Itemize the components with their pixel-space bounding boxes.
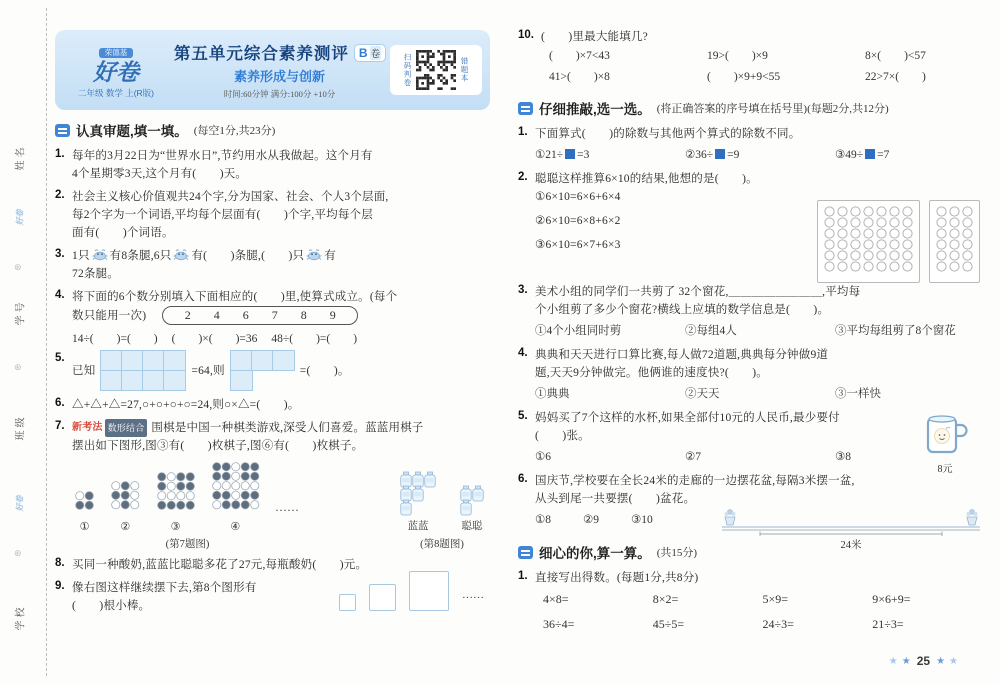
star-icon: ★ [949, 655, 958, 667]
choice-question-2: 2. 聪聪这样推算6×10的结果,他想的是( )。 ①6×10=6×6+6×4 ②6×10=6×8+6×2 ③6×10=6×7+6×3 [518, 170, 982, 278]
option: ③平均每组剪了8个窗花 [835, 325, 956, 337]
paper-meta: 时间:60分钟 满分:100分 +10分 [223, 89, 336, 99]
right-page [518, 0, 982, 684]
crab-icon [91, 248, 109, 261]
cup-price-label: 8元 [937, 464, 953, 475]
option: ①6 [535, 451, 552, 463]
qr-code [416, 50, 456, 90]
question-10: 10. ( )里最大能填几? ( )×7<43 19>( )×9 8×( )<57 41>( )×8 ( )×9+9<55 22>7×( ) [518, 29, 926, 83]
qr-right-label: 错题本 [460, 57, 469, 83]
growing-squares-figure: …… [339, 571, 484, 611]
section-icon [518, 102, 533, 115]
star-icon: ★ [901, 655, 911, 667]
calc-question-1: 1. 直接写出得数。(每题1分,共8分) 4×8= 8×2= 5×9= 9×6+9= 36÷4= 45÷5= 24÷3= 21÷3= [518, 570, 911, 631]
paper-title-block [169, 40, 390, 100]
section-2-title: 仔细推敲,选一选。 [539, 102, 651, 117]
blue-grid-L [231, 351, 294, 391]
left-page [55, 0, 490, 684]
qr-left-label: 扫码判卷 [403, 53, 412, 87]
section-icon [518, 546, 533, 559]
brand-name: 好卷 [93, 59, 139, 86]
section-1-header [55, 120, 490, 140]
length-label: 24米 [840, 540, 862, 551]
cup-figure [922, 411, 968, 475]
choice-question-4: 4. 典典和天天进行口算比赛,每人做72道题,典典每分钟做9道 题,天天9分钟做完。他俩谁的速度快?( )。 ①典典 ②天天 ③一样快 [518, 346, 982, 404]
option: ③一样快 [835, 388, 881, 400]
section-1-title: 认真审题,填一填。 [76, 124, 188, 139]
choice-question-3: 3. 美术小组的同学们一共剪了 32个窗花,＿＿＿＿＿＿＿＿,平均每 个小组剪了多少个窗花?横线上应填的数学信息是( )。 ①4个小组同时剪 ②每组4人 ③平均每组剪了8个窗花 [518, 283, 982, 341]
option: ③8 [835, 451, 852, 463]
fold-dotted-line [46, 8, 47, 676]
option: ③49÷ =7 [835, 149, 890, 161]
question-8: 8. 买同一种酸奶,蓝蓝比聪聪多花了27元,每瓶酸奶( )元。 [55, 556, 368, 571]
new-method-tag: 新考法 数形结合 [72, 419, 147, 437]
option: ①4个小组同时剪 [535, 325, 622, 337]
crab-icon [305, 248, 323, 261]
crab-icon [172, 248, 190, 261]
dot-array-figure [817, 200, 980, 283]
figure-7-caption: (第7题图) [165, 538, 210, 550]
choice-question-5: 5. 妈妈买了7个这样的水杯,如果全部付10元的人民币,最少要付 ( )张。 ①6 ②7 ③8 8元 [518, 409, 982, 467]
option: ①21÷ =3 [535, 149, 590, 161]
section-3-note: (共15分) [656, 547, 698, 559]
paper-title: 第五单元综合素养测评 [173, 45, 349, 63]
figure-8-caption: (第8题图) [420, 538, 464, 550]
yogurt-figure: 蓝蓝 聪聪 (第8题图) [400, 474, 484, 551]
publisher-badge: 荣德基 [99, 48, 134, 58]
qr-panel [390, 45, 482, 95]
page-footer [889, 654, 958, 668]
paper-subtitle: 素养形成与创新 [233, 69, 325, 84]
section-icon [55, 124, 70, 137]
question-7: 7. 新考法 数形结合 围棋是中国一种棋类游戏,深受人们喜爱。蓝蓝用棋子 摆出如下图形,图③有( )枚棋子,图⑥有( )枚棋子。 ① ② ③ ④ …… (第7题图) 蓝蓝 聪聪 (第8题图) [55, 419, 490, 551]
option: ②每组4人 [685, 325, 737, 337]
number-box: 2 4 6 7 8 9 [162, 306, 358, 325]
brand-logo [63, 42, 169, 98]
question-5: 5. 已知 =64,则 =( )。 [55, 351, 490, 391]
grade-label: 二年级 数学 上(R版) [77, 87, 155, 98]
corridor-diagram [720, 506, 982, 552]
option: ②9 [583, 514, 600, 526]
star-icon: ★ [936, 655, 946, 667]
side-brand-mark: 好卷 [15, 209, 25, 226]
question-2: 2. 社会主义核心价值观共24个字,分为国家、社会、个人3个层面, 每2个字为一个词语,平均每个层面有( )个字,平均每个层 面有( )个词语。 [55, 189, 389, 239]
option: ①典典 [535, 388, 570, 400]
question-9: 9. 像右图这样继续摆下去,第8个图形有 ( )根小棒。 …… [55, 579, 490, 615]
go-stone-figure: ① ② ③ ④ …… (第7题图) [74, 461, 301, 551]
question-7-8-figures [72, 461, 490, 551]
question-6: 6. △+△+△=27,○+○+○+○=24,则○×△=( )。 [55, 397, 300, 411]
option: ③10 [631, 514, 653, 526]
choice-question-1: 1. 下面算式( )的除数与其他两个算式的除数不同。 ①21÷ =3 ②36÷ =9 ③49÷ =7 [518, 125, 982, 165]
blank-square [565, 149, 575, 159]
question-3: 3. 1只 有8条腿,6只 有( )条腿,( )只 有 72条腿。 [55, 248, 336, 280]
blue-grid-8 [101, 351, 185, 391]
section-2-note: (将正确答案的序号填在括号里)(每题2分,共12分) [656, 103, 889, 115]
side-label-school: 学校 [15, 604, 27, 631]
choice-question-6: 6. 国庆节,学校要在全长24米的走廊的一边摆花盆,每隔3米摆一盆, 从头到尾一共要摆( )盆花。 ①8 ②9 ③10 24米 [518, 472, 982, 532]
header-banner [55, 30, 490, 110]
side-ornament: ⊛ [14, 262, 22, 272]
question-1: 1. 每年的3月22日为“世界水日”,节约用水从我做起。这个月有 4个星期零3天,这个月有( )天。 [55, 148, 373, 180]
section-3-title: 细心的你,算一算。 [539, 546, 651, 561]
badge-letter: B [358, 46, 368, 60]
option: ②天天 [685, 388, 720, 400]
section-2-header [518, 98, 982, 118]
badge-char: 卷 [370, 46, 382, 60]
star-icon: ★ [888, 655, 898, 667]
side-label-class: 班级 [15, 414, 27, 441]
side-label-name: 姓名 [15, 144, 27, 171]
question-4: 4. 将下面的6个数分别填入下面相应的( )里,使算式成立。(每个 数只能用一次) 2 4 6 7 8 9 14÷( )=( ) ( )×( )=36 48÷( )=( ) [55, 288, 490, 346]
page-number: 25 [916, 654, 931, 668]
side-ornament: ⊛ [14, 548, 22, 558]
side-label-number: 学号 [15, 299, 27, 326]
equation-row: 14÷( )=( ) ( )×( )=36 48÷( )=( ) [72, 333, 358, 345]
section-1-note: (每空1分,共23分) [193, 125, 276, 137]
blank-square [715, 149, 725, 159]
option: ②7 [685, 451, 702, 463]
option: ①8 [535, 514, 552, 526]
binding-margin [0, 0, 52, 684]
blank-square [865, 149, 875, 159]
mug-icon [922, 411, 968, 457]
flower-pot-line [720, 506, 982, 536]
side-ornament: ⊛ [14, 362, 22, 372]
paper-version-badge [355, 45, 385, 61]
side-brand-mark: 好卷 [15, 495, 25, 512]
option: ②36÷ =9 [685, 149, 740, 161]
